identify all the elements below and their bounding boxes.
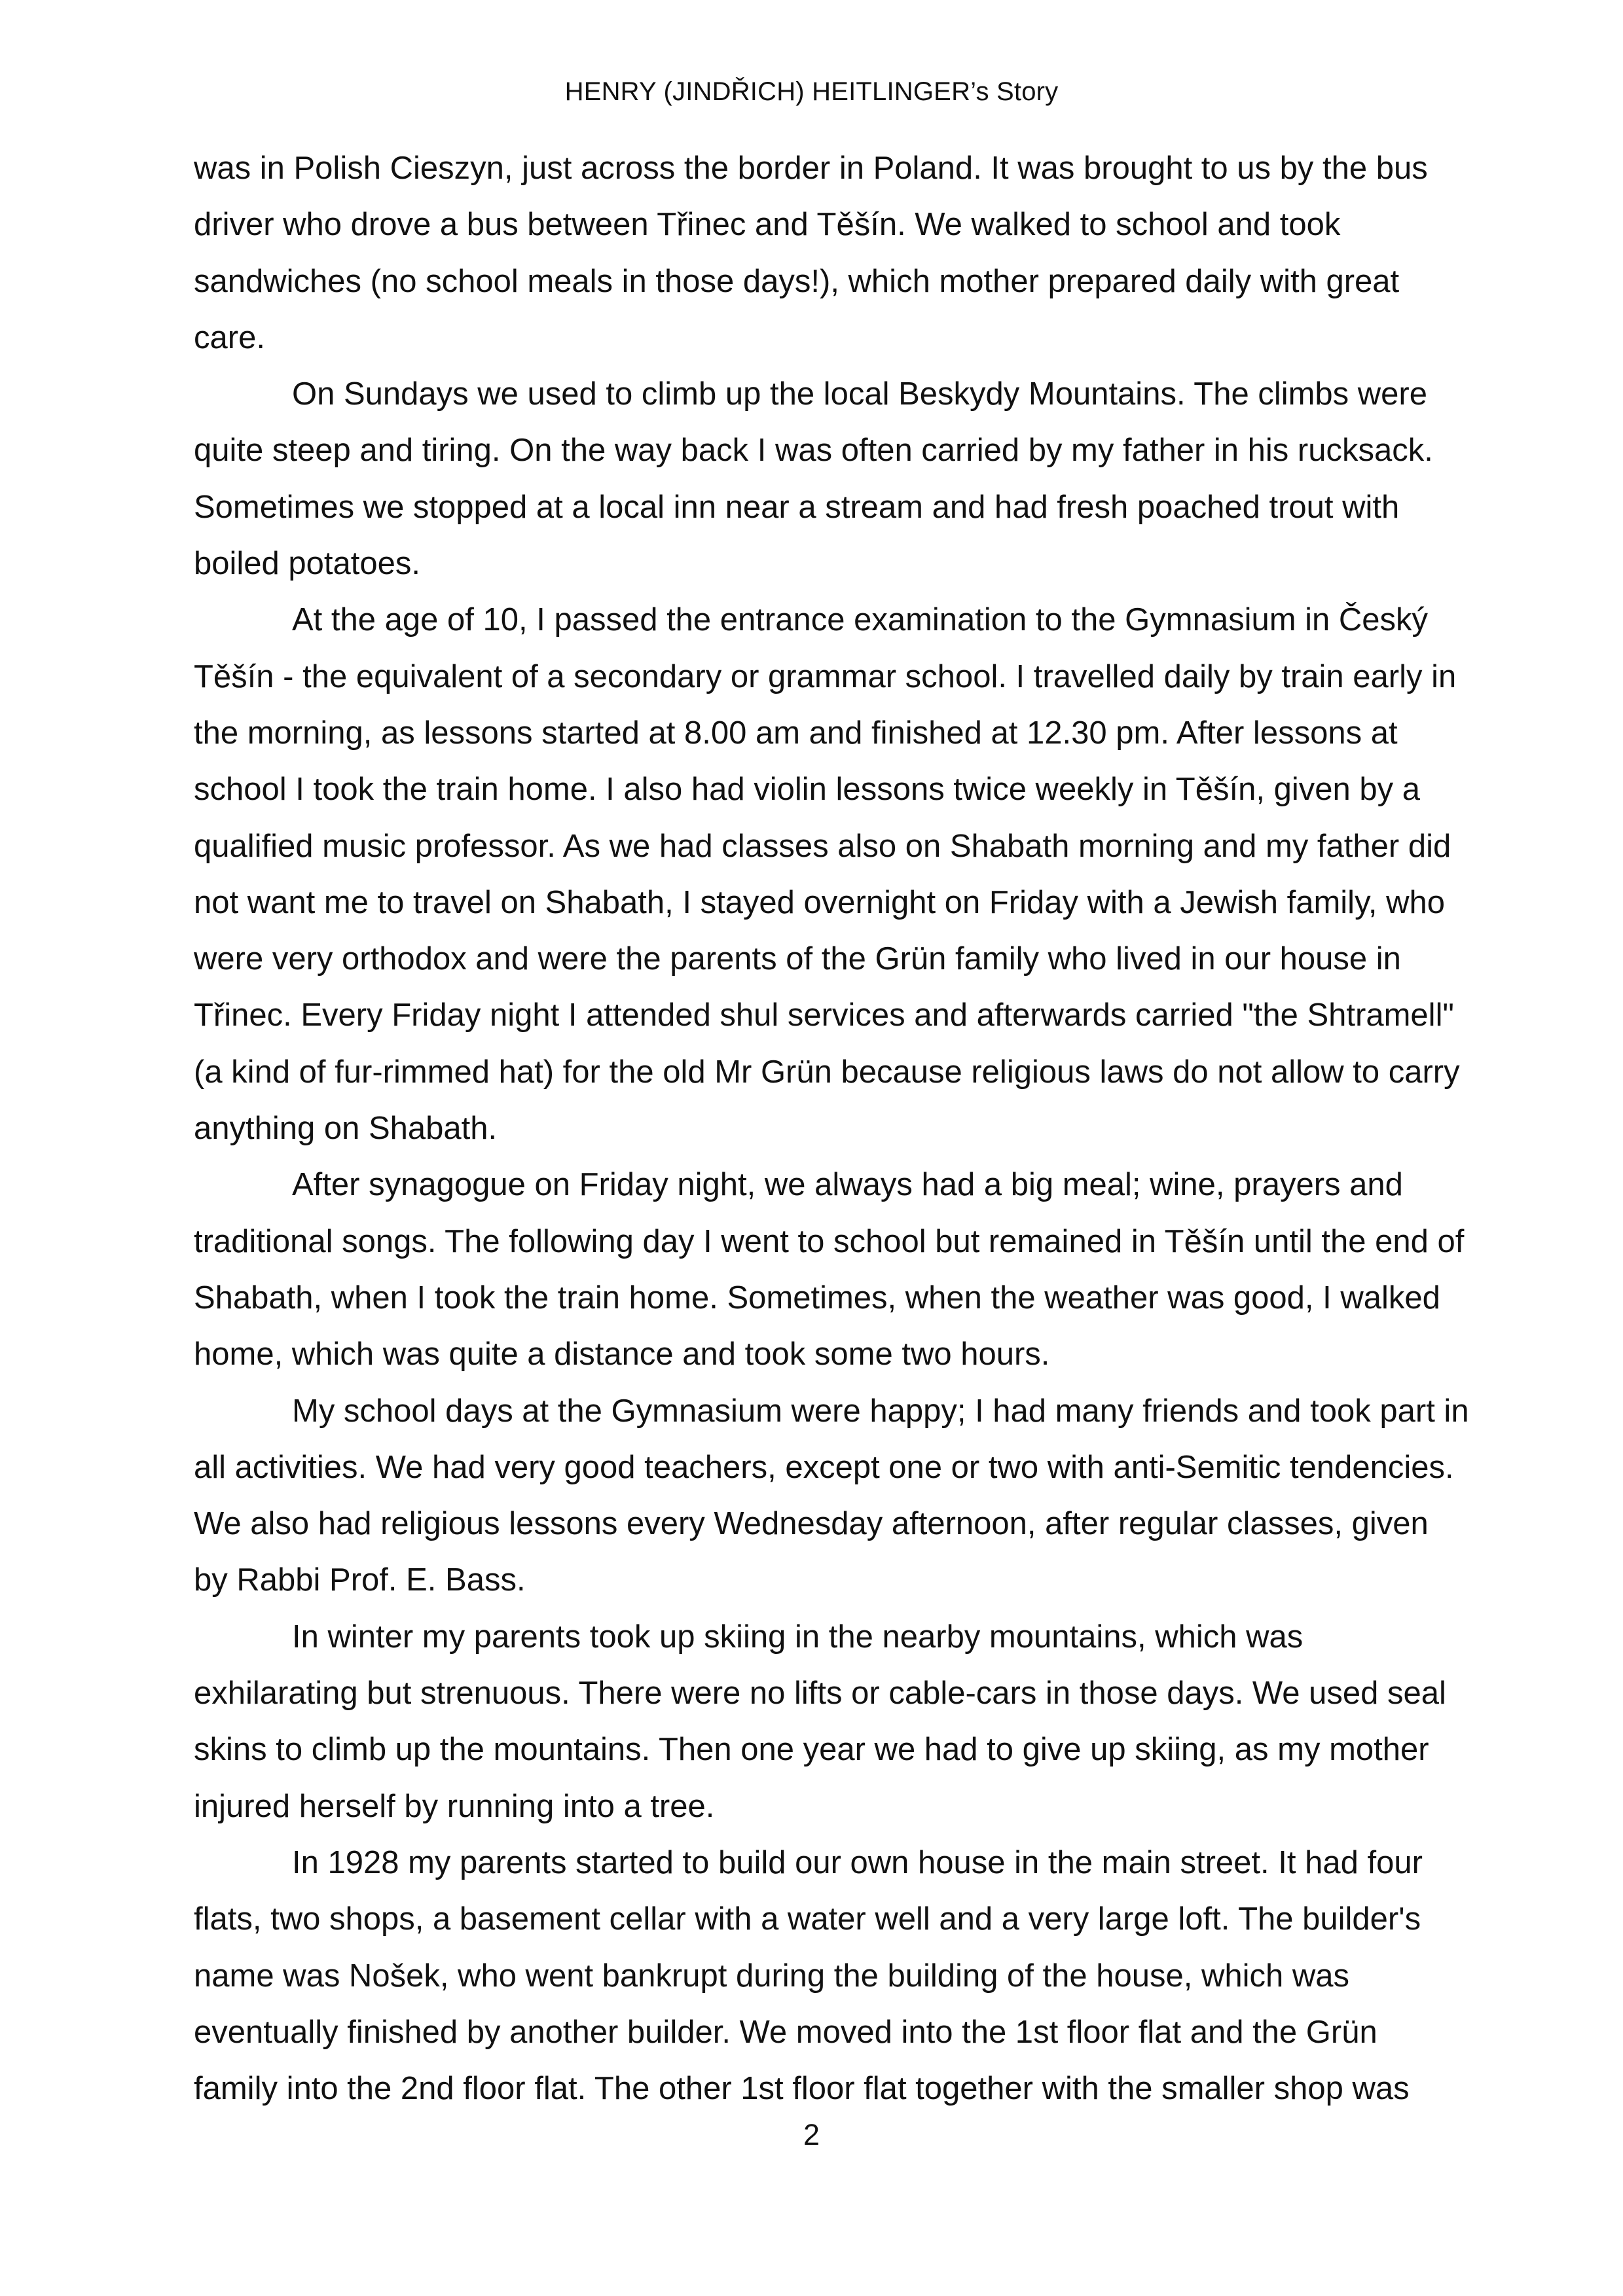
body-text bbox=[194, 140, 1469, 2117]
paragraph: On Sundays we used to climb up the local Beskydy Mountains. The climbs were quite steep and tiring. On the way back I was often carried by my father in his rucksack. Sometimes we stopped at a local inn near a stream and had fresh poached trout with boiled potatoes. bbox=[194, 376, 1433, 582]
paragraph: In winter my parents took up skiing in the nearby mountains, which was exhilarating but strenuous. There were no lifts or cable-cars in those days. We used seal skins to climb up the mountains. Then one year we had to give up skiing, as my mother injured herself by running into a tree. bbox=[194, 1619, 1446, 1824]
paragraph: My school days at the Gymnasium were happy; I had many friends and took part in all activities. We had very good teachers, except one or two with anti-Semitic tendencies. We also had religious lessons every Wednesday afternoon, after regular classes, given by Rabbi Prof. E. Bass. bbox=[194, 1393, 1469, 1598]
paragraph: At the age of 10, I passed the entrance examination to the Gymnasium in Český Těšín - the equivalent of a secondary or grammar school. I travelled daily by train early in the morning, as lessons started at 8.00 am and finished at 12.30 pm. After lessons at school I took the train home. I also had violin lessons twice weekly in Těšín, given by a qualified music professor. As we had classes also on Shabath morning and my father did not want me to travel on Shabath, I stayed overnight on Friday with a Jewish family, who were very orthodox and were the parents of the Grün family who lived in our house in Třinec. Every Friday night I attended shul services and afterwards carried "the Shtramell" (a kind of fur-rimmed hat) for the old Mr Grün because religious laws do not allow to carry anything on Shabath. bbox=[194, 602, 1460, 1147]
paragraph: After synagogue on Friday night, we always had a big meal; wine, prayers and traditional songs. The following day I went to school but remained in Těšín until the end of Shabath, when I took the train home. Sometimes, when the weather was good, I walked home, which was quite a distance and took some two hours. bbox=[194, 1167, 1465, 1372]
paragraph: In 1928 my parents started to build our own house in the main street. It had four flats, two shops, a basement cellar with a water well and a very large loft. The builder's name was Nošek, who went bankrupt during the building of the house, which was eventually finished by another builder. We moved into the 1st floor flat and the Grün family into the 2nd floor flat. The other 1st floor flat together with the smaller shop was bbox=[194, 1844, 1423, 2107]
paragraph: was in Polish Cieszyn, just across the border in Poland. It was brought to us by the bus driver who drove a bus between Třinec and Těšín. We walked to school and took sandwiches (no school meals in those days!), which mother prepared daily with great care. bbox=[194, 151, 1428, 355]
page-number: 2 bbox=[803, 2118, 820, 2151]
running-header: HENRY (JINDŘICH) HEITLINGER’s Story bbox=[564, 77, 1059, 106]
